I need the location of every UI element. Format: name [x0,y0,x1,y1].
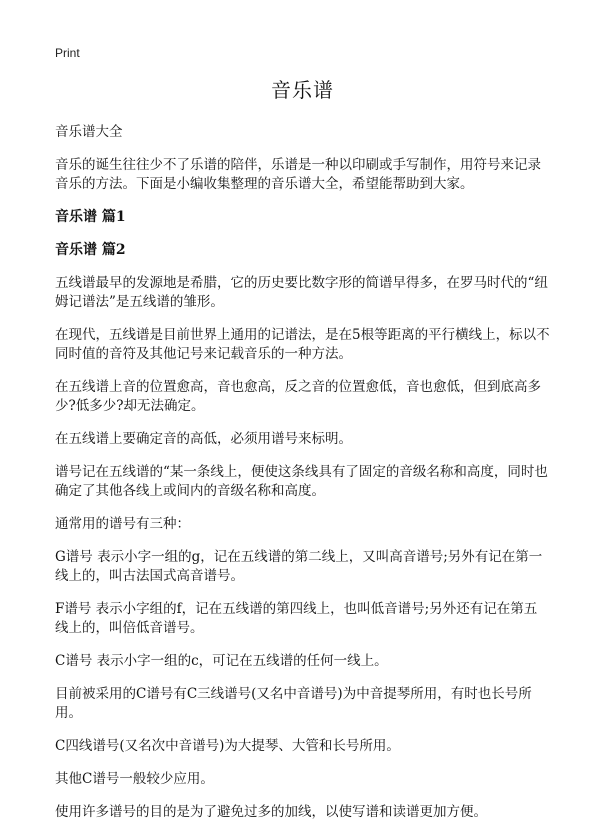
body-paragraph: 目前被采用的C谱号有C三线谱号(又名中音谱号)为中音提琴所用，有时也长号所用。 [55,686,532,721]
page-title: 音乐谱 [271,78,334,102]
intro-label: 音乐谱大全 [55,124,123,140]
body-paragraph: F谱号 表示小字组的f，记在五线谱的第四线上，也叫低音谱号;另外还有记在第五线上的，叫倍低音谱号。 [55,601,538,636]
body-paragraph: C四线谱号(又名次中音谱号)为大提琴、大管和长号所用。 [55,738,400,754]
body-paragraph: 谱号记在五线谱的“某一条线上，便使这条线具有了固定的音级名称和高度，同时也确定了其他各线上或间内的音级名称和高度。 [55,464,548,499]
intro-paragraph: 音乐的诞生往往少不了乐谱的陪伴，乐谱是一种以印刷或手写制作，用符号来记录音乐的方法。下面是小编收集整理的音乐谱大全，希望能帮助到大家。 [55,157,541,192]
body-paragraph: G谱号 表示小字一组的g，记在五线谱的第二线上，又叫高音谱号;另外有记在第一线上的，叫古法国式高音谱号。 [55,549,543,584]
body-paragraph: C谱号 表示小字一组的c，可记在五线谱的任何一线上。 [55,653,388,669]
body-paragraph: 其他C谱号一般较少应用。 [55,771,214,787]
body-paragraph: 在五线谱上要确定音的高低，必须用谱号来标明。 [55,431,352,447]
body-paragraph: 通常用的谱号有三种： [55,516,190,532]
body-paragraph: 五线谱最早的发源地是希腊，它的历史要比数字形的简谱早得多，在罗马时代的“纽姆记谱法”是五线谱的雏形。 [55,275,548,310]
print-label[interactable]: Print [55,46,80,60]
body-paragraph: 在现代，五线谱是目前世界上通用的记谱法，是在5根等距离的平行横线上，标以不同时值的音符及其他记号来记载音乐的一种方法。 [55,327,550,362]
body-paragraph: 在五线谱上音的位置愈高，音也愈高，反之音的位置愈低，音也愈低，但到底高多少?低多少?却无法确定。 [55,379,541,414]
body-paragraph: 使用许多谱号的目的是为了避免过多的加线，以使写谱和读谱更加方便。 [55,804,487,820]
section-heading-2: 音乐谱 篇2 [55,242,126,258]
section-heading-1: 音乐谱 篇1 [55,209,126,225]
